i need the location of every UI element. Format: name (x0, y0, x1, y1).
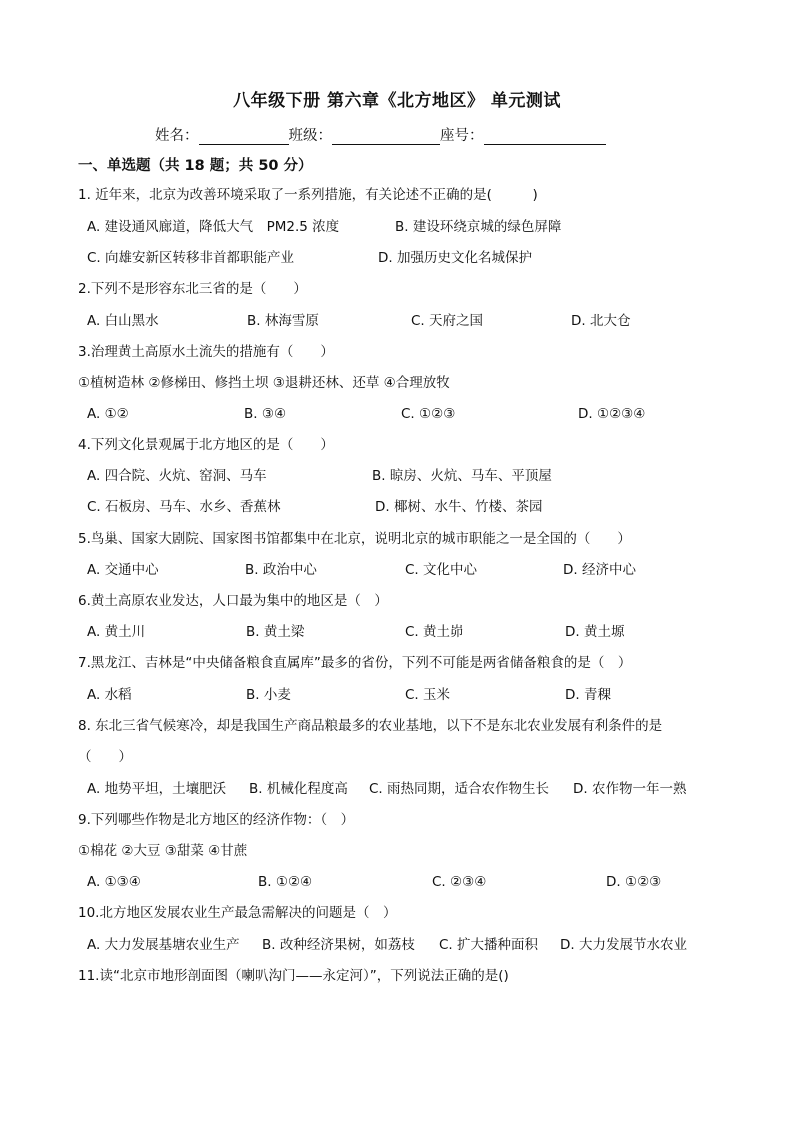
question-4-stem: 4.下列文化景观属于北方地区的是（ ） (78, 437, 334, 453)
question-9-option-c: C. ②③④ (432, 874, 487, 890)
question-10-option-c: C. 扩大播种面积 (439, 937, 539, 953)
question-4-option-a: A. 四合院、火炕、窑洞、马车 (87, 468, 267, 484)
question-6-option-b: B. 黄土梁 (246, 624, 305, 640)
question-10-option-a: A. 大力发展基塘农业生产 (87, 937, 240, 953)
question-9-option-d: D. ①②③ (606, 874, 662, 890)
question-7-option-d: D. 青稞 (565, 687, 611, 703)
question-7-stem: 7.黑龙江、吉林是“中央储备粮食直属库”最多的省份，下列不可能是两省储备粮食的是（ ） (78, 655, 632, 671)
question-9-stem: 9.下列哪些作物是北方地区的经济作物：（ ） (78, 812, 355, 828)
question-6-stem: 6.黄土高原农业发达，人口最为集中的地区是（ ） (78, 593, 388, 609)
question-8-option-c: C. 雨热同期，适合农作物生长 (369, 781, 550, 797)
question-2-option-d: D. 北大仓 (571, 313, 631, 329)
question-3-stem: 3.治理黄土高原水土流失的措施有（ ） (78, 344, 334, 360)
question-10-option-b: B. 改种经济果树，如荔枝 (262, 937, 415, 953)
question-9-statements: ①棉花 ②大豆 ③甜菜 ④甘蔗 (78, 843, 248, 859)
question-1-option-a: A. 建设通风廊道，降低大气 PM2.5 浓度 (87, 219, 340, 235)
question-6-option-c: C. 黄土峁 (405, 624, 464, 640)
class-blank (332, 128, 440, 145)
question-7-option-c: C. 玉米 (405, 687, 451, 703)
question-2-option-a: A. 白山黑水 (87, 313, 159, 329)
class-label: 班级： (288, 128, 332, 144)
question-8-option-b: B. 机械化程度高 (249, 781, 348, 797)
question-4-option-d: D. 椰树、水牛、竹楼、茶园 (375, 499, 543, 515)
question-8-option-a: A. 地势平坦，土壤肥沃 (87, 781, 227, 797)
question-10-stem: 10.北方地区发展农业生产最急需解决的问题是（ ） (78, 905, 397, 921)
question-2-option-c: C. 天府之国 (411, 313, 484, 329)
question-3-statements: ①植树造林 ②修梯田、修挡土坝 ③退耕还林、还草 ④合理放牧 (78, 375, 450, 391)
question-5-stem: 5.鸟巢、国家大剧院、国家图书馆都集中在北京，说明北京的城市职能之一是全国的（ ） (78, 531, 631, 547)
question-6-option-a: A. 黄土川 (87, 624, 146, 640)
question-1-option-c: C. 向雄安新区转移非首都职能产业 (87, 250, 295, 266)
question-3-option-b: B. ③④ (244, 406, 287, 422)
question-1-stem: 1. 近年来，北京为改善环境采取了一系列措施，有关论述不正确的是( ) (78, 187, 538, 203)
question-5-option-a: A. 交通中心 (87, 562, 159, 578)
student-info-line (155, 124, 606, 145)
question-1-option-b: B. 建设环绕京城的绿色屏障 (395, 219, 562, 235)
question-4-option-b: B. 晾房、火炕、马车、平顶屋 (372, 468, 552, 484)
question-3-option-a: A. ①② (87, 406, 129, 422)
question-5-option-c: C. 文化中心 (405, 562, 478, 578)
question-8-stem-continued: （ ） (78, 749, 132, 765)
name-blank (199, 128, 289, 145)
name-label: 姓名： (155, 128, 199, 144)
question-5-option-b: B. 政治中心 (245, 562, 317, 578)
question-9-option-a: A. ①③④ (87, 874, 141, 890)
question-3-option-d: D. ①②③④ (578, 406, 646, 422)
question-9-option-b: B. ①②④ (258, 874, 313, 890)
section-title: 一、单选题（共 18 题；共 50 分） (78, 158, 313, 174)
question-7-option-a: A. 水稻 (87, 687, 132, 703)
question-3-option-c: C. ①②③ (401, 406, 456, 422)
question-8-stem: 8. 东北三省气候寒冷，却是我国生产商品粮最多的农业基地，以下不是东北农业发展有利条件的是 (78, 718, 663, 734)
question-2-stem: 2.下列不是形容东北三省的是（ ） (78, 281, 307, 297)
question-1-option-d: D. 加强历史文化名城保护 (378, 250, 532, 266)
question-10-option-d: D. 大力发展节水农业 (560, 937, 687, 953)
seat-blank (484, 128, 606, 145)
question-5-option-d: D. 经济中心 (563, 562, 636, 578)
question-6-option-d: D. 黄土塬 (565, 624, 625, 640)
question-7-option-b: B. 小麦 (246, 687, 291, 703)
seat-label: 座号： (440, 128, 484, 144)
question-4-option-c: C. 石板房、马车、水乡、香蕉林 (87, 499, 281, 515)
question-8-option-d: D. 农作物一年一熟 (573, 781, 687, 797)
page-title: 八年级下册 第六章《北方地区》 单元测试 (233, 91, 561, 111)
question-11-stem: 11.读“北京市地形剖面图（喇叭沟门——永定河）”，下列说法正确的是() (78, 968, 509, 984)
question-2-option-b: B. 林海雪原 (247, 313, 319, 329)
